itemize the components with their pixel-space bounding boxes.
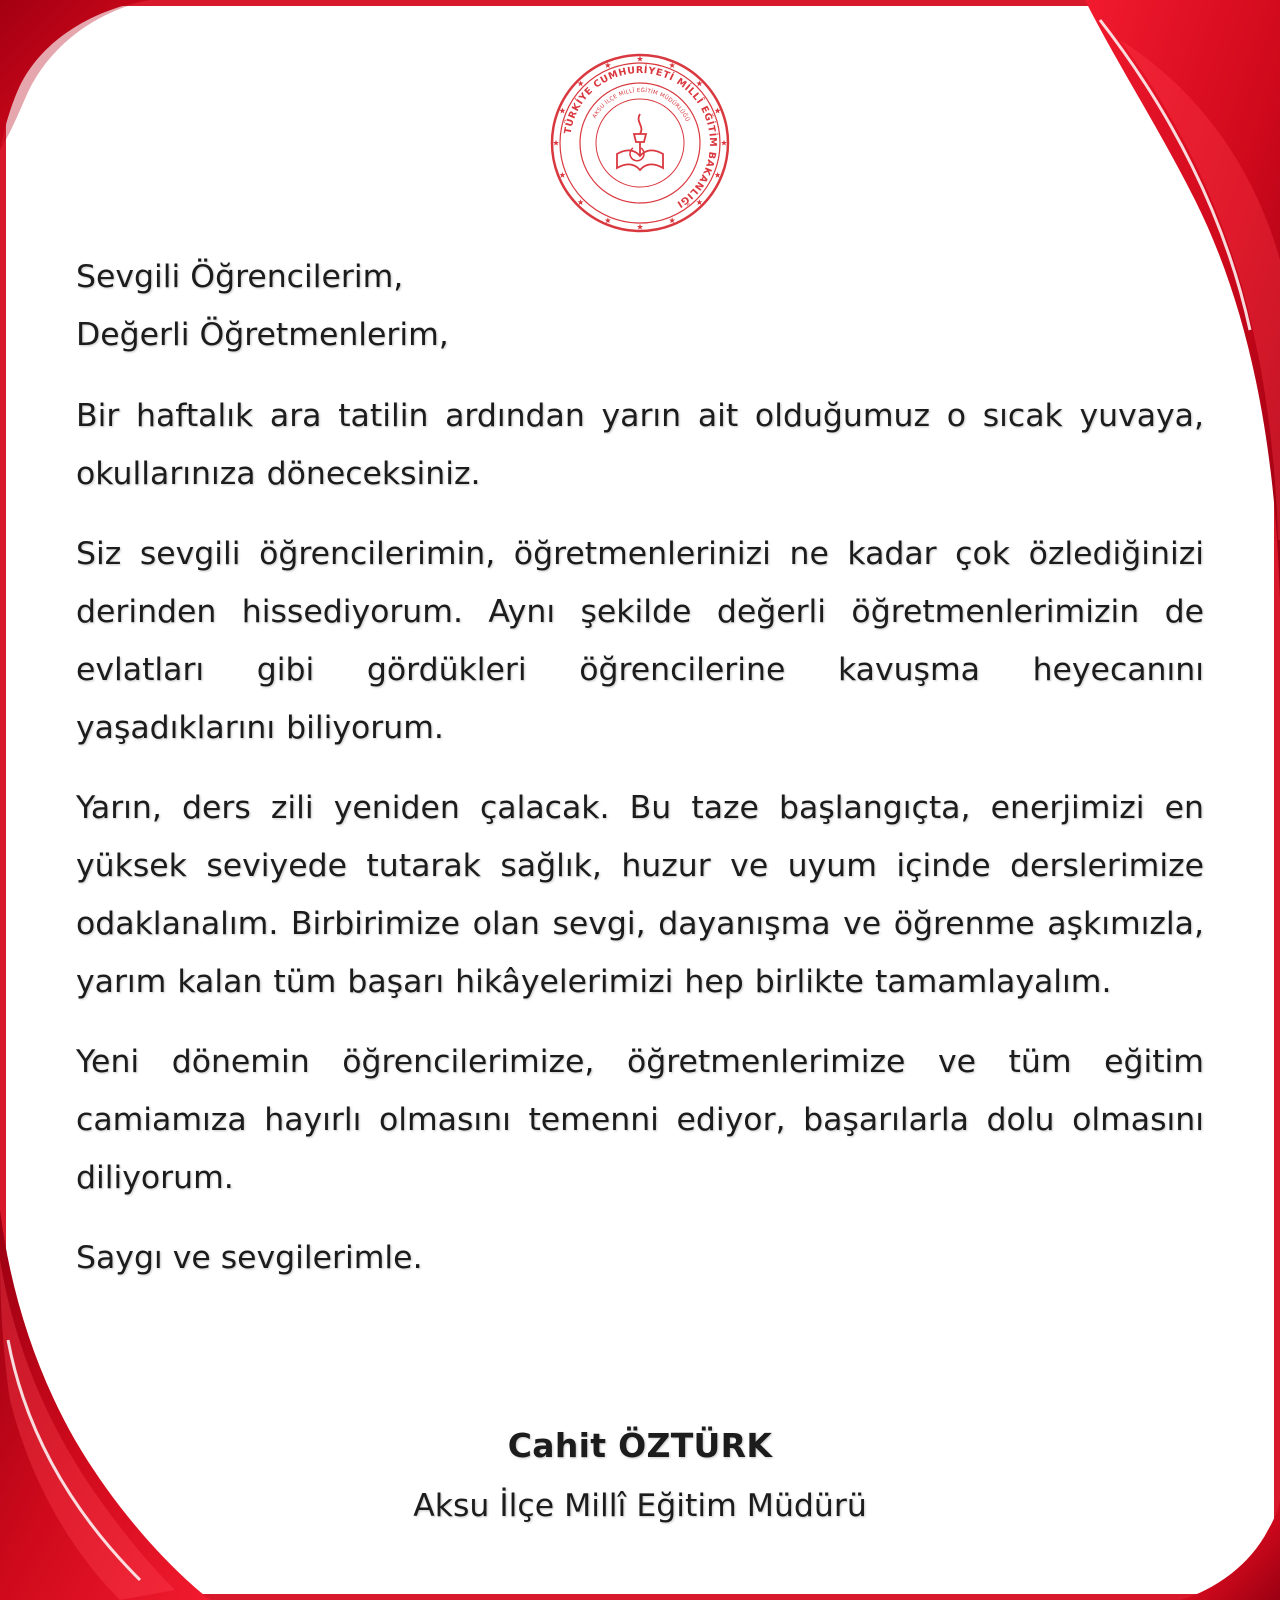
salutation-students: Sevgili Öğrencilerim, xyxy=(76,259,404,295)
seal-star-icon xyxy=(721,140,727,146)
signature-name: Cahit ÖZTÜRK xyxy=(507,1426,773,1465)
svg-text:AKSU İLÇE MİLLÎ EĞİTİM MÜDÜRLÜ: AKSU İLÇE MİLLÎ EĞİTİM MÜDÜRLÜĞÜ xyxy=(591,87,691,124)
paragraph-missing-teachers: Siz sevgili öğrencilerimin, öğretmenlerinizi ne kadar çok özlediğinizi derinden hissediyorum. Aynı şekilde değerli öğretmenlerimizin de evlatları gibi gördükleri öğrencilerine kavuşma heyecanını yaşadıklarını biliyorum. xyxy=(76,536,1204,746)
seal-star-icon xyxy=(559,172,565,178)
salutation-teachers: Değerli Öğretmenlerim, xyxy=(76,317,449,353)
seal-star-icon xyxy=(669,217,675,223)
seal-star-icon xyxy=(696,199,702,205)
signature-title: Aksu İlçe Millî Eğitim Müdürü xyxy=(413,1488,867,1524)
frame-corner-top-left-shadow xyxy=(0,0,150,150)
seal-star-icon xyxy=(637,224,643,230)
seal-star-icon xyxy=(578,199,584,205)
paragraph-return-to-school: Bir haftalık ara tatilin ardından yarın ait olduğumuz o sıcak yuvaya, okullarınıza döneceksiniz. xyxy=(76,398,1204,492)
frame-corner-bottom-right xyxy=(1180,1500,1280,1600)
letter-body xyxy=(76,248,1204,1287)
ministry-seal-icon xyxy=(549,52,731,234)
seal-star-icon xyxy=(637,56,643,62)
paragraph-wishes: Yeni dönemin öğrencilerimize, öğretmenlerimize ve tüm eğitim camiamıza hayırlı olmasını temenni ediyor, başarılarla dolu olmasını diliyorum. xyxy=(76,1044,1204,1196)
seal-star-icon xyxy=(605,217,611,223)
paragraph-school-bell: Yarın, ders zili yeniden çalacak. Bu taze başlangıçta, enerjimizi en yüksek seviyede tutarak sağlık, huzur ve uyum içinde derslerimize odaklanalım. Birbirimize olan sevgi, dayanışma ve öğrenme aşkımızla, yarım kalan tüm başarı hikâyelerimizi hep birlikte tamamlayalım. xyxy=(76,790,1204,1000)
closing-line: Saygı ve sevgilerimle. xyxy=(76,1240,423,1276)
svg-text:TÜRKİYE CUMHURİYETİ MİLLÎ EĞİT: TÜRKİYE CUMHURİYETİ MİLLÎ EĞİTİM BAKANLIĞI xyxy=(562,64,719,210)
seal-star-icon xyxy=(553,140,559,146)
seal-star-icon xyxy=(715,172,721,178)
salutation-block xyxy=(76,248,1204,364)
